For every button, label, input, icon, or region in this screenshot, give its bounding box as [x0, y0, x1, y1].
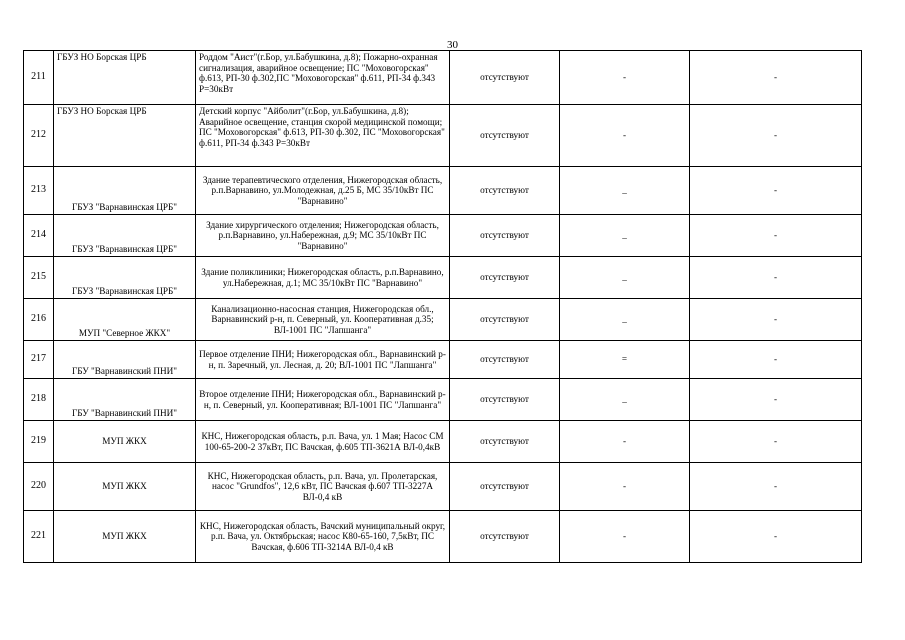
row-number: 219 [24, 421, 54, 463]
object-description-cell: Детский корпус "Айболит"(г.Бор, ул.Бабушкина, д.8); Аварийное освещение, станция скорой медицинской помощи; ПС "Моховогорская" ф.613, РП-30 ф.302, ПС "Моховогорская" ф.611, РП-34 ф.343 Р=30кВт [196, 105, 450, 167]
object-description-cell: КНС, Нижегородская область, р.п. Вача, ул. Пролетарская, насос "Grundfos", 12,6 кВт, ПС Вачская ф.607 ТП-3227А ВЛ-0,4 кВ [196, 463, 450, 511]
status-cell: отсутствуют [450, 421, 560, 463]
organization-cell: ГБУ "Варнавинский ПНИ" [54, 341, 196, 379]
status-cell: отсутствуют [450, 215, 560, 257]
status-cell: отсутствуют [450, 51, 560, 105]
column-5-cell: - [560, 463, 690, 511]
organization-cell: ГБУ "Варнавинский ПНИ" [54, 379, 196, 421]
status-cell: отсутствуют [450, 299, 560, 341]
table-row [24, 51, 862, 105]
table-row [24, 341, 862, 379]
column-5-cell: _ [560, 379, 690, 421]
column-5-cell: _ [560, 215, 690, 257]
column-5-cell: - [560, 421, 690, 463]
row-number: 213 [24, 167, 54, 215]
column-5-cell: _ [560, 167, 690, 215]
column-5-cell: = [560, 341, 690, 379]
organization-cell: МУП ЖКХ [54, 511, 196, 563]
column-6-cell: - [690, 463, 862, 511]
status-cell: отсутствуют [450, 511, 560, 563]
status-cell: отсутствуют [450, 257, 560, 299]
column-5-cell: - [560, 51, 690, 105]
object-description-cell: Здание поликлиники; Нижегородская область, р.п.Варнавино, ул.Набережная, д.1; МС 35/10кВт ПС "Варнавино" [196, 257, 450, 299]
table-row [24, 421, 862, 463]
table-row [24, 167, 862, 215]
table-body [24, 51, 862, 563]
organization-cell: МУП ЖКХ [54, 421, 196, 463]
object-description-cell: Второе отделение ПНИ; Нижегородская обл., Варнавинский р-н, п. Северный, ул. Кооперативная; ВЛ-1001 ПС "Лапшанга" [196, 379, 450, 421]
page-number: 30 [447, 39, 458, 51]
column-6-cell: - [690, 51, 862, 105]
table-row [24, 511, 862, 563]
row-number: 217 [24, 341, 54, 379]
column-6-cell: - [690, 105, 862, 167]
organization-cell: МУП ЖКХ [54, 463, 196, 511]
table-row [24, 299, 862, 341]
column-6-cell: - [690, 299, 862, 341]
column-6-cell: - [690, 511, 862, 563]
column-6-cell: - [690, 167, 862, 215]
organization-cell: ГБУЗ НО Борская ЦРБ [54, 51, 196, 105]
column-6-cell: - [690, 341, 862, 379]
column-6-cell: - [690, 421, 862, 463]
column-6-cell: - [690, 379, 862, 421]
row-number: 221 [24, 511, 54, 563]
column-5-cell: - [560, 105, 690, 167]
row-number: 211 [24, 51, 54, 105]
table-row [24, 257, 862, 299]
column-5-cell: _ [560, 257, 690, 299]
table-row [24, 105, 862, 167]
organization-cell: ГБУЗ "Варнавинская ЦРБ" [54, 215, 196, 257]
object-description-cell: КНС, Нижегородская область, р.п. Вача, ул. 1 Мая; Насос СМ 100-65-200-2 37кВт, ПС Вачская, ф.605 ТП-3621А ВЛ-0,4кВ [196, 421, 450, 463]
table-row [24, 215, 862, 257]
row-number: 215 [24, 257, 54, 299]
status-cell: отсутствуют [450, 463, 560, 511]
organization-cell: МУП "Северное ЖКХ" [54, 299, 196, 341]
status-cell: отсутствуют [450, 167, 560, 215]
status-cell: отсутствуют [450, 341, 560, 379]
object-description-cell: Здание хирургического отделения; Нижегородская область, р.п.Варнавино, ул.Набережная, д.9; МС 35/10кВт ПС "Варнавино" [196, 215, 450, 257]
row-number: 214 [24, 215, 54, 257]
object-description-cell: Роддом "Аист"(г.Бор, ул.Бабушкина, д.8); Пожарно-охранная сигнализация, аварийное освещение; ПС "Моховогорская" ф.613, РП-30 ф.302,ПС "Моховогорская" ф.611, РП-34 ф.343 Р=30кВт [196, 51, 450, 105]
organization-cell: ГБУЗ "Варнавинская ЦРБ" [54, 167, 196, 215]
organization-cell: ГБУЗ "Варнавинская ЦРБ" [54, 257, 196, 299]
status-cell: отсутствуют [450, 105, 560, 167]
column-6-cell: - [690, 257, 862, 299]
column-5-cell: _ [560, 299, 690, 341]
row-number: 220 [24, 463, 54, 511]
row-number: 212 [24, 105, 54, 167]
row-number: 216 [24, 299, 54, 341]
column-6-cell: - [690, 215, 862, 257]
document-table [23, 50, 862, 563]
table-row [24, 463, 862, 511]
table-row [24, 379, 862, 421]
object-description-cell: Здание терапевтического отделения, Нижегородская область, р.п.Варнавино, ул.Молодежная, д.25 Б, МС 35/10кВт ПС "Варнавино" [196, 167, 450, 215]
organization-cell: ГБУЗ НО Борская ЦРБ [54, 105, 196, 167]
status-cell: отсутствуют [450, 379, 560, 421]
object-description-cell: КНС, Нижегородская область, Вачский муниципальный округ, р.п. Вача, ул. Октябрьская; насос К80-65-160, 7,5кВт, ПС Вачская, ф.606 ТП-3214А ВЛ-0,4 кВ [196, 511, 450, 563]
column-5-cell: - [560, 511, 690, 563]
object-description-cell: Канализационно-насосная станция, Нижегородская обл., Варнавинский р-н, п. Северный, ул. Кооперативная д.35; ВЛ-1001 ПС "Лапшанга" [196, 299, 450, 341]
object-description-cell: Первое отделение ПНИ; Нижегородская обл., Варнавинский р-н, п. Заречный, ул. Лесная, д. 20; ВЛ-1001 ПС "Лапшанга" [196, 341, 450, 379]
row-number: 218 [24, 379, 54, 421]
